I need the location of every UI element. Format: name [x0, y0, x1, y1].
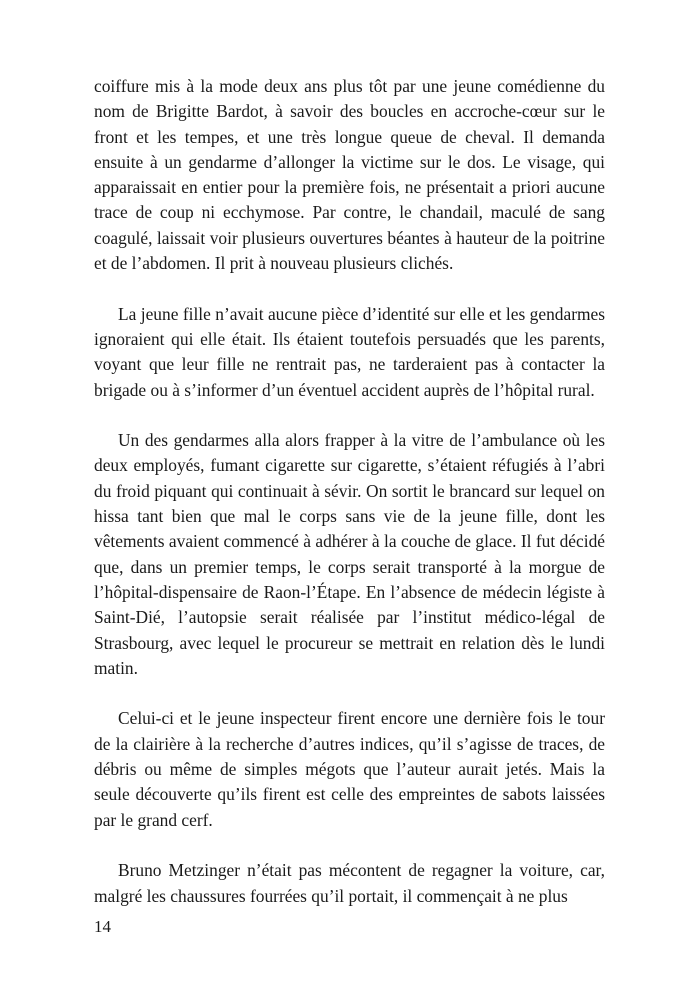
- body-text: [94, 74, 605, 934]
- page-number: 14: [94, 917, 111, 936]
- paragraph-2: La jeune fille n’avait aucune pièce d’identité sur elle et les gendarmes ignoraient qui elle était. Ils étaient toutefois persuadés que les parents, voyant que leur fille ne rentrait pas, ne tarderaient pas à contacter la brigade ou à s’informer d’un éventuel accident auprès de l’hôpital rural.: [94, 303, 605, 400]
- paragraph-1: coiffure mis à la mode deux ans plus tôt par une jeune comédienne du nom de Brigitte Bardot, à savoir des boucles en accroche-cœur sur le front et les tempes, et une très longue queue de cheval. Il demanda ensuite à un gendarme d’allonger la victime sur le dos. Le visage, qui apparaissait en entier pour la première fois, ne présentait a priori aucune trace de coup ni ecchymose. Par contre, le chandail, maculé de sang coagulé, laissait voir plusieurs ouvertures béantes à hauteur de la poitrine et de l’abdomen. Il prit à nouveau plusieurs clichés.: [94, 76, 605, 274]
- paragraph-3: Un des gendarmes alla alors frapper à la vitre de l’ambulance où les deux employés, fumant cigarette sur cigarette, s’étaient réfugiés à l’abri du froid piquant qui continuait à sévir. On sortit le brancard sur lequel on hissa tant bien que mal le corps sans vie de la jeune fille, dont les vêtements avaient commencé à adhérer à la couche de glace. Il fut décidé que, dans un premier temps, le corps serait transporté à la morgue de l’hôpital-dispensaire de Raon-l’Étape. En l’absence de médecin légiste à Saint-Dié, l’autopsie serait réalisée par l’institut médico-légal de Strasbourg, avec lequel le procureur se mettrait en relation dès le lundi matin.: [94, 430, 605, 678]
- paragraph-5: Bruno Metzinger n’était pas mécontent de regagner la voiture, car, malgré les chaussures fourrées qu’il portait, il commençait à ne plus: [94, 860, 605, 906]
- paragraph-4: Celui-ci et le jeune inspecteur firent encore une dernière fois le tour de la clairière à la recherche d’autres indices, qu’il s’agisse de traces, de débris ou même de simples mégots que l’auteur aurait jetés. Mais la seule découverte qu’ils firent est celle des empreintes de sabots laissées par le grand cerf.: [94, 708, 605, 830]
